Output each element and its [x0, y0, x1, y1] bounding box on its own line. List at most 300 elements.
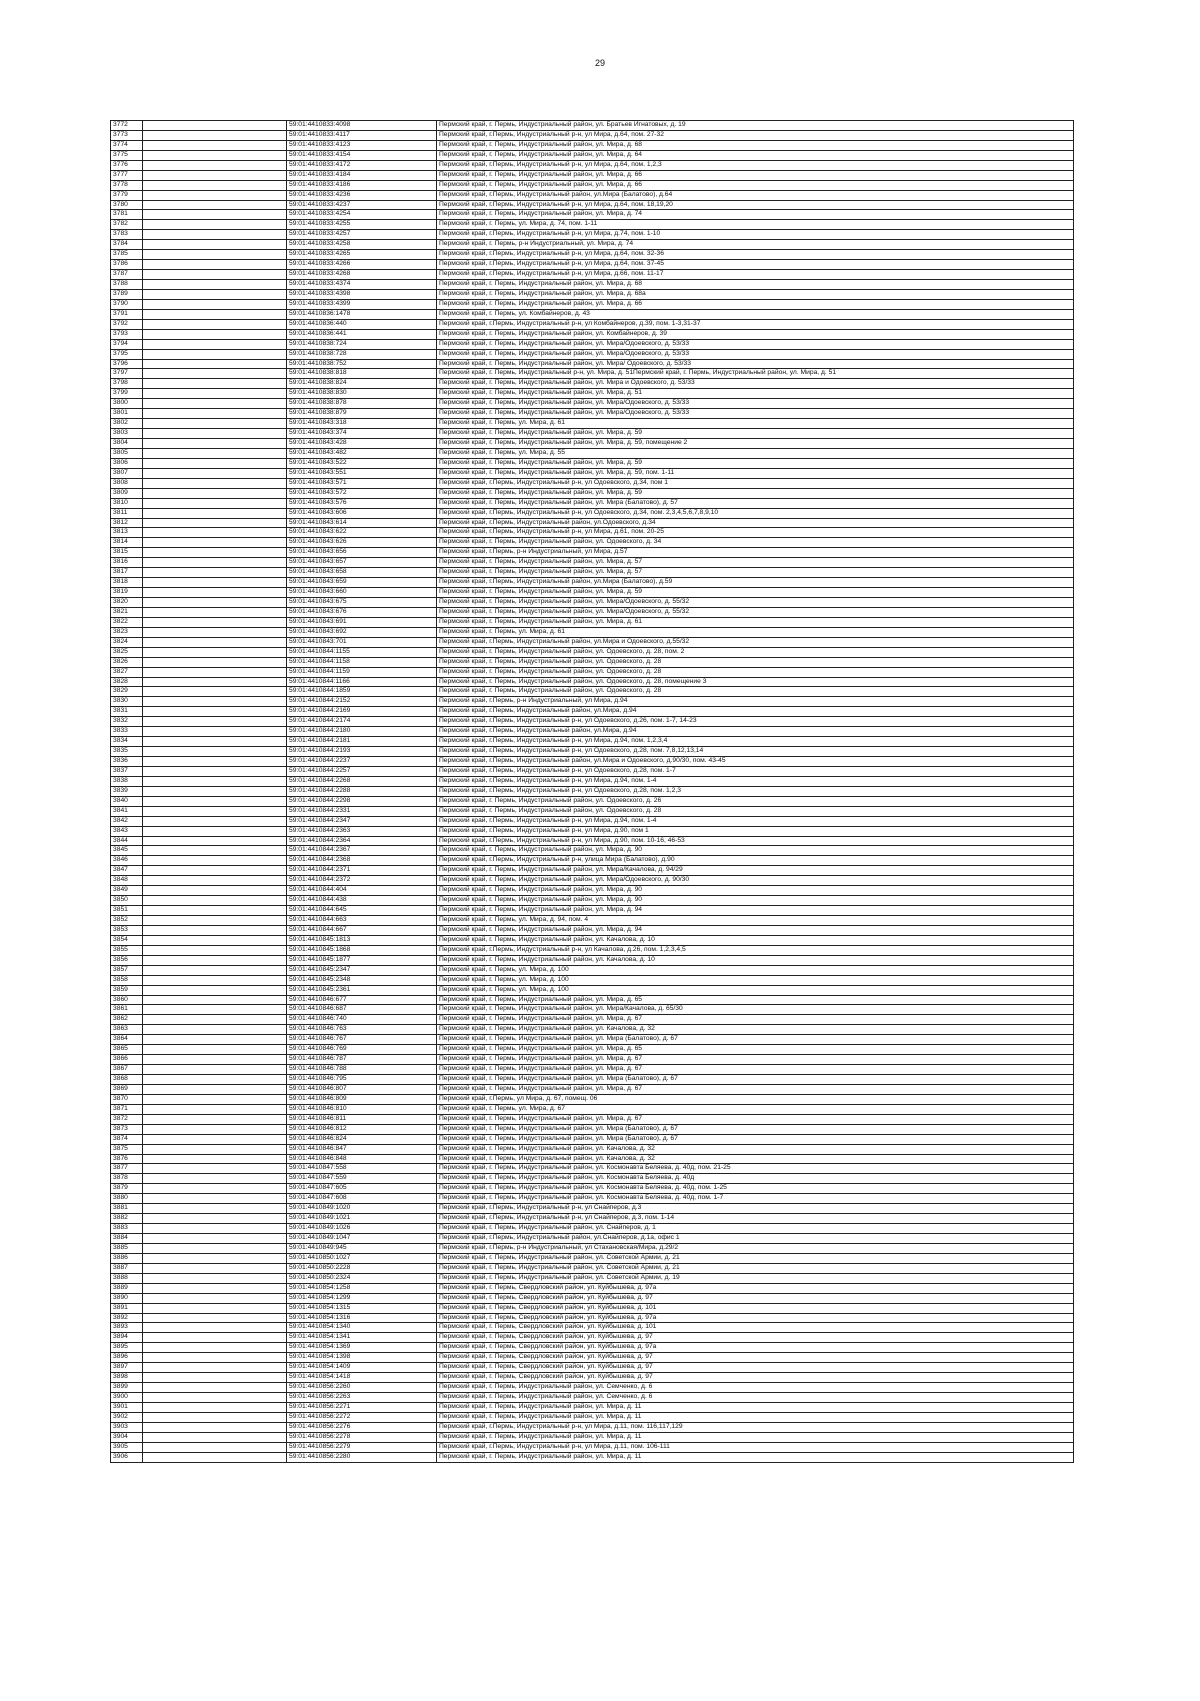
table-row [111, 289, 1074, 299]
row-number: 3893 [111, 1323, 143, 1333]
empty-cell [143, 975, 287, 985]
cadastral-number: 59:01:4410850:1027 [287, 1253, 437, 1263]
address: Пермский край, г. Пермь, Индустриальный район, ул. Мира, д. 57 [437, 568, 1074, 578]
empty-cell [143, 965, 287, 975]
table-row [111, 1204, 1074, 1214]
row-number: 3783 [111, 230, 143, 240]
empty-cell [143, 349, 287, 359]
empty-cell [143, 846, 287, 856]
address: Пермский край, г. Пермь, р-н Индустриальный, ул. Мира, д. 74 [437, 240, 1074, 250]
empty-cell [143, 1234, 287, 1244]
empty-cell [143, 826, 287, 836]
empty-cell [143, 518, 287, 528]
table-row [111, 170, 1074, 180]
empty-cell [143, 468, 287, 478]
table-row [111, 309, 1074, 319]
table-row [111, 697, 1074, 707]
address: Пермский край, г. Пермь, Индустриальный район, ул. Мира, д. 59, помещение 2 [437, 439, 1074, 449]
address: Пермский край, г. Пермь, ул. Мира, д. 100 [437, 975, 1074, 985]
empty-cell [143, 200, 287, 210]
empty-cell [143, 906, 287, 916]
row-number: 3851 [111, 906, 143, 916]
table-row [111, 1402, 1074, 1412]
row-number: 3792 [111, 319, 143, 329]
address: Пермский край, г. Пермь, Индустриальный район, ул. Мира, д. 65 [437, 1045, 1074, 1055]
table-row [111, 498, 1074, 508]
row-number: 3895 [111, 1343, 143, 1353]
cadastral-number: 59:01:4410846:767 [287, 1035, 437, 1045]
address: Пермский край, г. Пермь, Индустриальный район, ул. Мира/Одоевского, д. 53/33 [437, 399, 1074, 409]
table-row [111, 1343, 1074, 1353]
cadastral-number: 59:01:4410847:608 [287, 1194, 437, 1204]
table-row [111, 1283, 1074, 1293]
address: Пермский край, г. Пермь, Свердловский район, ул. Куйбышева, д. 101 [437, 1303, 1074, 1313]
cadastral-number: 59:01:4410844:2331 [287, 806, 437, 816]
table-row [111, 369, 1074, 379]
empty-cell [143, 747, 287, 757]
cadastral-number: 59:01:4410850:2324 [287, 1273, 437, 1283]
address: Пермский край, г. Пермь, Индустриальный район, ул. Комбайнеров, д. 39 [437, 329, 1074, 339]
empty-cell [143, 1343, 287, 1353]
cadastral-number: 59:01:4410846:824 [287, 1134, 437, 1144]
row-number: 3842 [111, 816, 143, 826]
empty-cell [143, 1055, 287, 1065]
table-body [111, 121, 1074, 1463]
cadastral-number: 59:01:4410844:2181 [287, 737, 437, 747]
address: Пермский край, г. Пермь, Индустриальный район, ул. Семченко, д. 6 [437, 1383, 1074, 1393]
address: Пермский край, г. Пермь, Индустриальный район, ул. Мира (Балатово), д. 67 [437, 1075, 1074, 1085]
cadastral-number: 59:01:4410838:879 [287, 409, 437, 419]
empty-cell [143, 588, 287, 598]
cadastral-number: 59:01:4410854:1299 [287, 1293, 437, 1303]
address: Пермский край, г. Пермь, Индустриальный район, ул. Мира (Балатово), д. 57 [437, 498, 1074, 508]
cadastral-number: 59:01:4410844:2372 [287, 876, 437, 886]
row-number: 3796 [111, 359, 143, 369]
table-row [111, 339, 1074, 349]
cadastral-number: 59:01:4410833:4265 [287, 250, 437, 260]
address: Пермский край, г.Пермь, Индустриальный р-н, ул Мира, д.64, пом. 1,2,3 [437, 160, 1074, 170]
table-row [111, 448, 1074, 458]
cadastral-number: 59:01:4410844:1155 [287, 647, 437, 657]
empty-cell [143, 448, 287, 458]
row-number: 3786 [111, 260, 143, 270]
empty-cell [143, 1452, 287, 1462]
cadastral-number: 59:01:4410844:1158 [287, 657, 437, 667]
row-number: 3871 [111, 1104, 143, 1114]
table-row [111, 230, 1074, 240]
table-row [111, 1303, 1074, 1313]
address: Пермский край, г. Пермь, Индустриальный район, ул. Одоевского, д. 28 [437, 657, 1074, 667]
row-number: 3776 [111, 160, 143, 170]
cadastral-number: 59:01:4410854:1340 [287, 1323, 437, 1333]
row-number: 3881 [111, 1204, 143, 1214]
address: Пермский край, г. Пермь, Индустриальный район, ул. Мира, д. 11 [437, 1432, 1074, 1442]
address: Пермский край, г.Пермь, Индустриальный р-н, ул Мира, д.64, пом. 18,19,20 [437, 200, 1074, 210]
empty-cell [143, 786, 287, 796]
empty-cell [143, 707, 287, 717]
empty-cell [143, 309, 287, 319]
cadastral-number: 59:01:4410843:606 [287, 508, 437, 518]
table-row [111, 180, 1074, 190]
cadastral-number: 59:01:4410844:2174 [287, 717, 437, 727]
row-number: 3812 [111, 518, 143, 528]
table-row [111, 140, 1074, 150]
address: Пермский край, г. Пермь, Индустриальный район, ул. Мира, д. 66 [437, 299, 1074, 309]
address: Пермский край, г. Пермь, ул. Мира, д. 100 [437, 965, 1074, 975]
table-row [111, 836, 1074, 846]
cadastral-number: 59:01:4410856:2280 [287, 1452, 437, 1462]
table-row [111, 916, 1074, 926]
empty-cell [143, 1154, 287, 1164]
cadastral-number: 59:01:4410843:614 [287, 518, 437, 528]
row-number: 3865 [111, 1045, 143, 1055]
table-row [111, 210, 1074, 220]
cadastral-number: 59:01:4410854:1398 [287, 1353, 437, 1363]
empty-cell [143, 1045, 287, 1055]
cadastral-number: 59:01:4410844:1159 [287, 667, 437, 677]
row-number: 3878 [111, 1174, 143, 1184]
table-row [111, 558, 1074, 568]
cadastral-number: 59:01:4410846:769 [287, 1045, 437, 1055]
table-row [111, 508, 1074, 518]
table-row [111, 1015, 1074, 1025]
cadastral-number: 59:01:4410838:878 [287, 399, 437, 409]
empty-cell [143, 280, 287, 290]
row-number: 3904 [111, 1432, 143, 1442]
table-row [111, 856, 1074, 866]
row-number: 3828 [111, 677, 143, 687]
row-number: 3789 [111, 289, 143, 299]
address: Пермский край, г.Пермь, Индустриальный район, ул.Мира, д.94 [437, 707, 1074, 717]
empty-cell [143, 538, 287, 548]
address: Пермский край, г. Пермь, Индустриальный район, ул. Мира (Балатово), д. 67 [437, 1134, 1074, 1144]
address: Пермский край, г. Пермь, ул. Мира, д. 100 [437, 985, 1074, 995]
address: Пермский край, г.Пермь, Индустриальный р-н, ул Одоевского, д.34, пом 1 [437, 478, 1074, 488]
empty-cell [143, 1333, 287, 1343]
table-row [111, 1452, 1074, 1462]
address: Пермский край, г. Пермь, Свердловский район, ул. Куйбышева, д. 97а [437, 1313, 1074, 1323]
table-row [111, 121, 1074, 131]
cadastral-number: 59:01:4410846:807 [287, 1084, 437, 1094]
row-number: 3782 [111, 220, 143, 230]
table-row [111, 468, 1074, 478]
cadastral-number: 59:01:4410844:1166 [287, 677, 437, 687]
cadastral-number: 59:01:4410846:795 [287, 1075, 437, 1085]
empty-cell [143, 727, 287, 737]
table-row [111, 1442, 1074, 1452]
row-number: 3810 [111, 498, 143, 508]
table-row [111, 1253, 1074, 1263]
cadastral-number: 59:01:4410833:4254 [287, 210, 437, 220]
row-number: 3785 [111, 250, 143, 260]
empty-cell [143, 121, 287, 131]
empty-cell [143, 776, 287, 786]
address: Пермский край, г. Пермь, Индустриальный район, ул. Мира/Одоевского, д. 53/33 [437, 349, 1074, 359]
cadastral-number: 59:01:4410843:626 [287, 538, 437, 548]
table-row [111, 588, 1074, 598]
table-row [111, 617, 1074, 627]
row-number: 3824 [111, 637, 143, 647]
table-row [111, 1273, 1074, 1283]
table-row [111, 1055, 1074, 1065]
empty-cell [143, 528, 287, 538]
empty-cell [143, 617, 287, 627]
row-number: 3841 [111, 806, 143, 816]
empty-cell [143, 1253, 287, 1263]
cadastral-number: 59:01:4410833:4257 [287, 230, 437, 240]
address: Пермский край, г. Пермь, Индустриальный район, ул. Мира/Одоевского, д. 90/30 [437, 876, 1074, 886]
table-row [111, 250, 1074, 260]
address: Пермский край, г. Пермь, Свердловский район, ул. Куйбышева, д. 97а [437, 1343, 1074, 1353]
empty-cell [143, 319, 287, 329]
cadastral-number: 59:01:4410844:2347 [287, 816, 437, 826]
table-row [111, 1035, 1074, 1045]
table-row [111, 319, 1074, 329]
table-row [111, 945, 1074, 955]
cadastral-number: 59:01:4410843:660 [287, 588, 437, 598]
empty-cell [143, 1174, 287, 1184]
row-number: 3866 [111, 1055, 143, 1065]
table-row [111, 1075, 1074, 1085]
cadastral-number: 59:01:4410833:4236 [287, 190, 437, 200]
cadastral-number: 59:01:4410844:2257 [287, 766, 437, 776]
empty-cell [143, 1243, 287, 1253]
empty-cell [143, 796, 287, 806]
address: Пермский край, г. Пермь, Индустриальный район, ул. Мира (Балатово), д. 67 [437, 1035, 1074, 1045]
empty-cell [143, 995, 287, 1005]
address: Пермский край, г. Пермь, Индустриальный район, ул. Мира, д. 11 [437, 1412, 1074, 1422]
row-number: 3802 [111, 419, 143, 429]
row-number: 3896 [111, 1353, 143, 1363]
empty-cell [143, 1353, 287, 1363]
cadastral-number: 59:01:4410844:2298 [287, 796, 437, 806]
table-row [111, 1094, 1074, 1104]
row-number: 3900 [111, 1393, 143, 1403]
row-number: 3800 [111, 399, 143, 409]
empty-cell [143, 598, 287, 608]
table-row [111, 130, 1074, 140]
address: Пермский край, г. Пермь, Индустриальный район, ул. Мира, д. 64 [437, 150, 1074, 160]
address: Пермский край, г.Пермь, Индустриальный р-н, ул Одоевского, д.28, пом. 1,2,3 [437, 786, 1074, 796]
cadastral-number: 59:01:4410844:2169 [287, 707, 437, 717]
row-number: 3797 [111, 369, 143, 379]
table-row [111, 965, 1074, 975]
empty-cell [143, 568, 287, 578]
address: Пермский край, г. Пермь, ул. Мира, д. 74, пом. 1-11 [437, 220, 1074, 230]
empty-cell [143, 210, 287, 220]
cadastral-number: 59:01:4410833:4237 [287, 200, 437, 210]
cadastral-number: 59:01:4410844:2367 [287, 846, 437, 856]
table-row [111, 1323, 1074, 1333]
cadastral-number: 59:01:4410843:576 [287, 498, 437, 508]
cadastral-number: 59:01:4410844:2268 [287, 776, 437, 786]
row-number: 3880 [111, 1194, 143, 1204]
address: Пермский край, г. Пермь, Индустриальный район, ул. Одоевского, д. 26 [437, 796, 1074, 806]
address: Пермский край, г.Пермь, Индустриальный р-н, ул Мира, д.94, пом. 1,2,3,4 [437, 737, 1074, 747]
table-row [111, 458, 1074, 468]
empty-cell [143, 140, 287, 150]
table-row [111, 1124, 1074, 1134]
address: Пермский край, г. Пермь, Свердловский район, ул. Куйбышева, д. 97 [437, 1293, 1074, 1303]
empty-cell [143, 637, 287, 647]
row-number: 3794 [111, 339, 143, 349]
empty-cell [143, 766, 287, 776]
row-number: 3872 [111, 1114, 143, 1124]
empty-cell [143, 657, 287, 667]
address: Пермский край, г. Пермь, Индустриальный район, ул. Мира, д. 65 [437, 995, 1074, 1005]
table-row [111, 1373, 1074, 1383]
row-number: 3775 [111, 150, 143, 160]
empty-cell [143, 935, 287, 945]
cadastral-number: 59:01:4410833:4255 [287, 220, 437, 230]
table-row [111, 439, 1074, 449]
empty-cell [143, 1005, 287, 1015]
empty-cell [143, 1204, 287, 1214]
cadastral-number: 59:01:4410846:847 [287, 1144, 437, 1154]
row-number: 3883 [111, 1224, 143, 1234]
table-row [111, 1104, 1074, 1114]
table-row [111, 270, 1074, 280]
row-number: 3853 [111, 925, 143, 935]
empty-cell [143, 1134, 287, 1144]
address: Пермский край, г. Пермь, Индустриальный район, ул. Качалова, д. 32 [437, 1025, 1074, 1035]
row-number: 3826 [111, 657, 143, 667]
table-row [111, 528, 1074, 538]
address: Пермский край, г.Пермь, Индустриальный район, ул.Одоевского, д.34 [437, 518, 1074, 528]
empty-cell [143, 737, 287, 747]
empty-cell [143, 1025, 287, 1035]
row-number: 3875 [111, 1144, 143, 1154]
empty-cell [143, 677, 287, 687]
row-number: 3834 [111, 737, 143, 747]
table-row [111, 578, 1074, 588]
row-number: 3809 [111, 488, 143, 498]
cadastral-number: 59:01:4410844:2371 [287, 866, 437, 876]
cadastral-number: 59:01:4410836:440 [287, 319, 437, 329]
cadastral-number: 59:01:4410838:752 [287, 359, 437, 369]
row-number: 3807 [111, 468, 143, 478]
empty-cell [143, 955, 287, 965]
cadastral-number: 59:01:4410844:2193 [287, 747, 437, 757]
address: Пермский край, г. Пермь, Индустриальный район, ул. Космонавта Беляева, д. 40д, пом. 1-7 [437, 1194, 1074, 1204]
address: Пермский край, г. Пермь, ул. Мира, д. 61 [437, 419, 1074, 429]
empty-cell [143, 816, 287, 826]
address: Пермский край, г.Пермь, Индустриальный р-н, ул Качалова, д.26, пом. 1,2,3,4,5 [437, 945, 1074, 955]
address: Пермский край, г. Пермь, Индустриальный район, ул. Мира и Одоевского, д. 53/33 [437, 379, 1074, 389]
table-row [111, 478, 1074, 488]
empty-cell [143, 866, 287, 876]
empty-cell [143, 130, 287, 140]
cadastral-number: 59:01:4410846:811 [287, 1114, 437, 1124]
empty-cell [143, 607, 287, 617]
empty-cell [143, 299, 287, 309]
address: Пермский край, г.Пермь, Индустриальный р-н, ул Мира, д.11, пом. 116,117,129 [437, 1422, 1074, 1432]
empty-cell [143, 409, 287, 419]
empty-cell [143, 1144, 287, 1154]
row-number: 3791 [111, 309, 143, 319]
cadastral-number: 59:01:4410849:1021 [287, 1214, 437, 1224]
empty-cell [143, 856, 287, 866]
table-row [111, 975, 1074, 985]
row-number: 3777 [111, 170, 143, 180]
table-row [111, 637, 1074, 647]
address: Пермский край, г. Пермь, Индустриальный район, ул. Мира, д. 74 [437, 210, 1074, 220]
row-number: 3899 [111, 1383, 143, 1393]
cadastral-number: 59:01:4410843:482 [287, 448, 437, 458]
empty-cell [143, 359, 287, 369]
table-row [111, 1224, 1074, 1234]
empty-cell [143, 1402, 287, 1412]
address: Пермский край, г. Пермь, ул. Комбайнеров, д. 43 [437, 309, 1074, 319]
table-row [111, 518, 1074, 528]
table-row [111, 419, 1074, 429]
address: Пермский край, г. Пермь, ул. Мира, д. 55 [437, 448, 1074, 458]
empty-cell [143, 1293, 287, 1303]
row-number: 3905 [111, 1442, 143, 1452]
table-row [111, 379, 1074, 389]
address: Пермский край, г.Пермь, Индустриальный р-н, ул Мира, д.90, пом 1 [437, 826, 1074, 836]
address: Пермский край, г. Пермь, Индустриальный район, ул. Мира, д. 57 [437, 558, 1074, 568]
empty-cell [143, 985, 287, 995]
cadastral-number: 59:01:4410844:438 [287, 896, 437, 906]
row-number: 3778 [111, 180, 143, 190]
empty-cell [143, 1094, 287, 1104]
address: Пермский край, г. Пермь, ул. Мира, д. 67 [437, 1104, 1074, 1114]
cadastral-number: 59:01:4410844:2368 [287, 856, 437, 866]
cadastral-number: 59:01:4410846:763 [287, 1025, 437, 1035]
empty-cell [143, 1114, 287, 1124]
cadastral-number: 59:01:4410833:4399 [287, 299, 437, 309]
cadastral-number: 59:01:4410843:658 [287, 568, 437, 578]
table-row [111, 786, 1074, 796]
row-number: 3830 [111, 697, 143, 707]
row-number: 3846 [111, 856, 143, 866]
address: Пермский край, г.Пермь, Индустриальный р-н, ул Снайперов, д.3 [437, 1204, 1074, 1214]
row-number: 3849 [111, 886, 143, 896]
empty-cell [143, 578, 287, 588]
table-row [111, 677, 1074, 687]
empty-cell [143, 339, 287, 349]
table-row [111, 935, 1074, 945]
cadastral-number: 59:01:4410833:4184 [287, 170, 437, 180]
table-row [111, 607, 1074, 617]
table-row [111, 1363, 1074, 1373]
row-number: 3873 [111, 1124, 143, 1134]
row-number: 3805 [111, 448, 143, 458]
cadastral-number: 59:01:4410843:622 [287, 528, 437, 538]
address: Пермский край, г.Пермь, Индустриальный р-н, ул Мира, д.94, пом. 1-4 [437, 776, 1074, 786]
cadastral-number: 59:01:4410843:701 [287, 637, 437, 647]
cadastral-number: 59:01:4410849:945 [287, 1243, 437, 1253]
table-row [111, 220, 1074, 230]
address: Пермский край, г. Пермь, Индустриальный район, ул. Мира, д. 66 [437, 180, 1074, 190]
address: Пермский край, г. Пермь, Индустриальный район, ул. Мира, д. 68 [437, 140, 1074, 150]
row-number: 3831 [111, 707, 143, 717]
cadastral-number: 59:01:4410843:657 [287, 558, 437, 568]
empty-cell [143, 1263, 287, 1273]
cadastral-number: 59:01:4410847:559 [287, 1174, 437, 1184]
cadastral-number: 59:01:4410846:788 [287, 1065, 437, 1075]
cadastral-number: 59:01:4410845:2361 [287, 985, 437, 995]
row-number: 3804 [111, 439, 143, 449]
address: Пермский край, г. Пермь, Индустриальный район, ул. Мира/Качалова, д. 65/30 [437, 1005, 1074, 1015]
address: Пермский край, г. Пермь, Индустриальный район, ул. Мира, д. 90 [437, 896, 1074, 906]
empty-cell [143, 170, 287, 180]
row-number: 3836 [111, 757, 143, 767]
address: Пермский край, г. Пермь, Индустриальный район, ул. Снайперов, д. 1 [437, 1224, 1074, 1234]
empty-cell [143, 548, 287, 558]
table-row [111, 1393, 1074, 1403]
